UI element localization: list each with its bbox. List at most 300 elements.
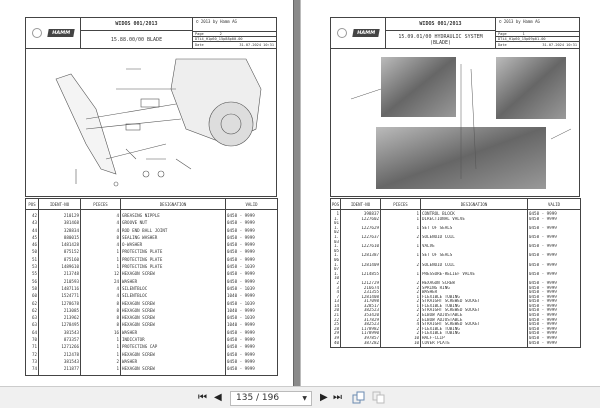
cell-designation: SET OF SEALS [421,253,528,258]
cell-ident-no: 382523 [341,322,381,327]
cell-pos: 06 [331,258,341,263]
cell-valid: 0458 - 9999 [226,343,278,350]
cell-ident-no: 1278495 [39,321,81,328]
cell-pos: 7 [331,295,341,300]
cell-pieces: 1 [381,272,421,277]
cell-ident-no: 213748 [39,270,81,277]
cell-pieces: 8 [81,321,121,328]
cell-ident-no: 1281387 [341,253,381,258]
cell-pieces: 1 [381,210,421,217]
cell-pieces: 1 [81,343,121,350]
cell-ident-no: 212478 [39,351,81,358]
cell-designation: FLEXIBLE TUBING [421,327,528,332]
col-valid: VALID [528,199,581,210]
table-row [26,343,278,350]
cell-pos: 20 [331,308,341,313]
cell-pos: 1. [331,217,341,222]
table-row [26,307,278,314]
cell-pieces: 16 [81,329,121,336]
doc-title: WIDOS 001/2013 [81,18,192,31]
cell-pos: 71 [26,343,39,350]
page-label: Page [195,32,204,36]
cell-ident-no: 1227602 [341,217,381,222]
cell-pos: 46 [26,241,39,248]
cell-pieces: 1 [81,365,121,375]
cell-designation: HEXAGON SCREW [121,270,226,277]
cell-designation: PRESSURE-RELIEF VALVE [421,272,528,277]
cell-pieces: 1 [381,226,421,231]
first-page-button[interactable]: ⏮ [198,392,207,403]
cell-designation: FLEXIBLE TUBING [421,331,528,336]
cell-ident-no: 1178982 [341,327,381,332]
cell-valid: 0458 - 9999 [528,331,581,336]
date-label: Date [498,43,507,47]
cell-pos: 05 [331,249,341,254]
cell-pieces: 8 [81,234,121,241]
page-indicator: 135 / 196 [236,393,280,403]
cell-pos: 1. [331,263,341,268]
cell-designation: DIRECTIONAL VALVE [421,217,528,222]
date: 31.07.2024 10:31 [542,43,577,47]
blade-exploded-diagram [25,49,277,197]
cell-pos: 60 [26,292,39,299]
cell-ident-no: 210593 [39,278,81,285]
table-row [331,210,581,217]
cell-valid: 0458 - 9999 [226,241,278,248]
cell-designation: PROTECTING PLATE [121,248,226,255]
cell-valid: 0458 - 9999 [226,210,278,220]
cell-pos: 58 [26,285,39,292]
cell-designation: PROTECTING PLATE [121,263,226,270]
cell-pieces: 2 [381,308,421,313]
cell-ident-no: 213962 [39,314,81,321]
cell-designation: ROD END BALL JOINT [121,227,226,234]
cell-pos: 72 [26,351,39,358]
cell-ident-no: 213085 [39,307,81,314]
cell-ident-no: 1524771 [39,292,81,299]
cell-ident-no: 1489610 [39,263,81,270]
table-row [26,278,278,285]
cell-valid: 0458 - 9999 [528,263,581,268]
cell-ident-no: 1278678 [39,300,81,307]
cell-designation: SOLENOID COIL [421,263,528,268]
cell-pieces: 4 [81,285,121,292]
table-row [26,256,278,263]
cell-pos: 55 [26,270,39,277]
cell-pieces: 4 [81,292,121,299]
col-ident: IDENT-NO [39,199,81,210]
cell-designation: STRAIGHT SCREWED SOCKET [421,308,528,313]
cell-valid: 0458 - 9999 [226,227,278,234]
logos [26,18,81,48]
cell-pieces: 4 [81,210,121,220]
cell-valid: 0458 - 9999 [528,272,581,277]
last-page-button[interactable]: ⏭ [333,392,342,403]
doc-code: DTi4_H1p60_15p09p01-00 [498,37,546,41]
table-header [331,199,581,210]
page-number: 2 [219,32,222,36]
cell-designation: STRAIGHT SCREWED SOCKET [421,299,528,304]
cell-valid: 0458 - 9999 [528,286,581,291]
cell-pos: 13 [331,299,341,304]
table-row [26,358,278,365]
cell-pos: 22 [331,318,341,323]
cell-valid: 0458 - 1039 [226,263,278,270]
col-designation: DESIGNATION [121,199,226,210]
cell-pieces: 2 [381,281,421,286]
cell-pieces: 10 [381,341,421,348]
cell-ident-no: 328517 [341,304,381,309]
hydraulic-photos [330,49,580,197]
cell-valid: 0458 - 9999 [528,244,581,249]
col-pos: POS [331,199,341,210]
cell-valid: 0458 - 9999 [528,341,581,348]
cell-designation: HEXAGON SCREW [121,314,226,321]
cell-pieces: 2 [381,318,421,323]
cell-designation: SET OF SEALS [421,226,528,231]
cell-ident-no: 1212729 [341,281,381,286]
right-page [301,0,600,386]
cell-pos: 50 [26,248,39,255]
cell-ident-no: 1227629 [341,226,381,231]
cell-pos: 4 [331,290,341,295]
parts-table [25,198,278,376]
cell-pos: 62 [26,307,39,314]
cell-pieces: 1 [81,351,121,358]
cell-designation: PROTECTING CAP [121,343,226,350]
table-row [26,234,278,241]
cell-designation: HEXAGON SCREW [121,321,226,328]
cell-ident-no: 875152 [39,248,81,255]
left-page [0,0,293,386]
cell-valid: 0458 - 9999 [528,308,581,313]
cell-valid: 1040 - 9999 [226,292,278,299]
col-ident: IDENT-NO [341,199,381,210]
cell-valid: 0458 - 1039 [226,300,278,307]
col-pieces: PIECES [381,199,421,210]
cell-pos: 39 [331,336,341,341]
cell-pos: 63 [26,321,39,328]
cell-ident-no: 880015 [39,234,81,241]
cell-pos: 25 [331,322,341,327]
table-row [26,210,278,220]
cell-valid: 0458 - 9999 [226,351,278,358]
cell-ident-no: 353420 [341,313,381,318]
cell-valid: 0458 - 9999 [528,217,581,222]
table-row [26,270,278,277]
cell-pos: 64 [26,329,39,336]
cell-valid: 0458 - 9999 [528,304,581,309]
cell-pieces: 2 [381,286,421,291]
title-block [330,17,580,49]
cell-ident-no: 381543 [39,358,81,365]
cell-designation: VALVE [421,244,528,249]
cell-valid: 0458 - 9999 [528,210,581,217]
cell-valid: 0458 - 9999 [226,219,278,226]
cell-valid: 0458 - 9999 [226,358,278,365]
date-label: Date [195,43,204,47]
cell-pos: 03 [331,240,341,245]
doc-title: WIDOS 001/2013 [386,18,495,31]
cell-valid: 0458 - 9999 [528,290,581,295]
cell-pos: 21 [331,313,341,318]
cell-designation: SILENTBLOC [121,292,226,299]
cell-pieces: 8 [81,307,121,314]
date: 31.07.2024 10:31 [239,43,274,47]
hamm-logo: HAMM [352,29,379,37]
cell-pieces: 1 [381,217,421,222]
cell-ident-no: 211877 [39,365,81,375]
cell-valid: 0458 - 9999 [528,327,581,332]
cell-valid: 0458 - 9999 [528,318,581,323]
cell-designation: SILENTBLOC [121,285,226,292]
cell-valid: 1040 - 9999 [226,307,278,314]
cell-valid: 0458 - 9999 [226,270,278,277]
copyright: © 2013 by Hamm AG [196,19,237,24]
wirtgen-seal-logo [32,28,42,38]
page-selector[interactable] [230,391,312,406]
cell-designation: CONTROL BLOCK [421,210,528,217]
cell-ident-no: 875160 [39,256,81,263]
cell-designation: WASHER [121,329,226,336]
table-row [26,300,278,307]
chevron-down-icon: ▼ [302,395,307,402]
cell-designation: PROTECTING PLATE [121,256,226,263]
cell-pos: 63 [26,314,39,321]
col-valid: VALID [226,199,278,210]
cell-pieces: 1 [381,244,421,249]
cell-designation: FLEXIBLE TUBING [421,304,528,309]
cell-valid: 0458 - 9999 [528,226,581,231]
cell-ident-no: 1227610 [341,244,381,249]
cell-ident-no: 1481428 [39,241,81,248]
cell-pos: 14 [331,304,341,309]
cell-ident-no: 1281409 [341,263,381,268]
cell-pos: 1 [331,210,341,217]
cell-designation: ELBOW ADJUSTABLE [421,318,528,323]
cell-valid: 0458 - 9999 [528,281,581,286]
table-row [26,336,278,343]
cell-designation: WASHER [121,278,226,285]
cell-designation: GREASING NIPPLE [121,210,226,220]
table-row [26,321,278,328]
cell-valid: 0458 - 9999 [226,365,278,375]
cell-valid: 0458 - 9999 [528,295,581,300]
cell-valid: 0458 - 9999 [528,322,581,327]
cell-pos: 43 [26,219,39,226]
cell-pos: 42 [26,210,39,220]
cell-ident-no: 317098 [341,299,381,304]
cell-ident-no: 381468 [39,219,81,226]
cell-pos: 01 [331,221,341,226]
cell-pos: 40 [331,341,341,348]
cell-ident-no: 873357 [39,336,81,343]
cell-designation: HEXAGON SCREW [121,351,226,358]
cell-ident-no: 382523 [341,308,381,313]
page-label: Page [498,32,507,36]
cell-designation: HEXAGON SCREW [121,307,226,314]
cell-pieces: 1 [81,248,121,255]
cell-pos: 1. [331,272,341,277]
cell-valid: 0458 - 9999 [528,336,581,341]
cell-pos: 1. [331,235,341,240]
cell-pos: 02 [331,230,341,235]
cell-pieces: 2 [381,299,421,304]
cell-valid: 0458 - 9999 [226,278,278,285]
table-row [26,227,278,234]
cell-ident-no: 1487116 [39,285,81,292]
cell-valid: 1040 - 9999 [226,321,278,328]
cell-pos: 07 [331,267,341,272]
cell-valid: 0458 - 1039 [226,314,278,321]
table-row [26,241,278,248]
cell-pieces: 2 [381,263,421,268]
cell-ident-no: 1214855 [341,272,381,277]
col-pos: POS [26,199,39,210]
table-row [331,341,581,348]
cell-designation: SPRING RING [421,286,528,291]
cell-designation: HALF-CLIP [421,336,528,341]
cell-pieces: 2 [381,235,421,240]
cell-pieces: 24 [81,278,121,285]
table-row [26,263,278,270]
cell-pos: 1. [331,226,341,231]
viewer-toolbar [0,386,600,408]
cell-valid: 0458 - 1039 [226,285,278,292]
cell-designation: GROOVE NUT [121,219,226,226]
cell-designation: ELBOW ADJUSTABLE [421,313,528,318]
table-row [331,217,581,222]
cell-valid: 0458 - 9999 [528,313,581,318]
cell-ident-no: 397857 [341,336,381,341]
two-page-view-icon[interactable] [352,391,365,408]
cell-pieces: 2 [381,331,421,336]
cell-designation: WASHER [121,358,226,365]
cell-pieces: 1 [81,263,121,270]
cell-pieces: 1 [81,256,121,263]
cell-valid: 0458 - 9999 [528,299,581,304]
cell-pieces: 4 [381,322,421,327]
cell-valid: 0458 - 9999 [226,234,278,241]
wirtgen-seal-logo [337,28,347,38]
cell-designation: SOLENOID COIL [421,235,528,240]
cell-pieces: 2 [81,358,121,365]
cell-designation: STRAIGHT SCREWED SOCKET [421,322,528,327]
cell-valid: 0458 - 9999 [226,329,278,336]
cell-pos: 53 [26,263,39,270]
cell-designation: O-WASHER [121,241,226,248]
cell-ident-no: 381543 [39,329,81,336]
cell-ident-no: 328834 [39,227,81,234]
title-block [25,17,277,49]
cell-pieces: 1 [81,336,121,343]
cell-pieces: 8 [81,314,121,321]
cell-valid: 0458 - 9999 [528,235,581,240]
cell-designation: COVER PLATE [421,341,528,348]
table-row [26,365,278,375]
page-separator [293,0,301,386]
cell-pos: 1. [331,253,341,258]
cell-ident-no: 210129 [39,210,81,220]
table-row [26,248,278,255]
copyright: © 2013 by Hamm AG [499,19,540,24]
table-row [26,285,278,292]
logos [331,18,386,48]
table-row [26,314,278,321]
cell-pieces: 10 [381,336,421,341]
page-number: 1 [522,32,525,36]
next-page-button[interactable]: ▶ [320,392,328,403]
cell-pieces: 2 [381,290,421,295]
cell-pos: 29 [331,331,341,336]
cell-pieces: 1 [381,304,421,309]
cell-designation: HEXAGON SCREW [121,365,226,375]
cell-pieces: 2 [381,313,421,318]
col-designation: DESIGNATION [421,199,528,210]
cell-pieces: 1 [381,253,421,258]
cell-designation: WASHER [421,290,528,295]
cell-ident-no: 1281408 [341,295,381,300]
cell-valid: 0458 - 9999 [226,256,278,263]
cell-pos: 2 [331,281,341,286]
col-pieces: PIECES [81,199,121,210]
cell-designation: HEXAGON SCREW [421,281,528,286]
table-header [26,199,278,210]
cell-designation: HEXAGON SCREW [121,300,226,307]
cell-pieces: 1 [381,295,421,300]
table-row [26,219,278,226]
previous-page-button[interactable]: ◀ [214,392,222,403]
table-row [26,292,278,299]
table-row [26,351,278,358]
table-row [26,329,278,336]
cell-valid: 0458 - 9999 [226,336,278,343]
cell-ident-no: 1227637 [341,235,381,240]
cell-pos: 44 [26,227,39,234]
section-title: 15.88.00/00 BLADE [110,36,163,43]
cell-pos: 28 [331,327,341,332]
cell-pieces: 8 [81,300,121,307]
cell-ident-no: 317829 [341,318,381,323]
cell-pos: 10 [331,276,341,281]
cell-ident-no: 387282 [341,341,381,348]
cell-pieces: 4 [81,219,121,226]
cell-pieces: 4 [81,241,121,248]
cell-pos: 70 [26,336,39,343]
single-page-view-icon[interactable] [372,391,385,408]
cell-ident-no: 1271266 [39,343,81,350]
cell-designation: INDICATOR [121,336,226,343]
cell-pos: 62 [26,300,39,307]
cell-designation: FLEXIBLE TUBING [421,295,528,300]
cell-ident-no: 398837 [341,210,381,217]
hamm-logo: HAMM [47,29,74,37]
cell-ident-no: 216674 [341,286,381,291]
cell-pos: 45 [26,234,39,241]
cell-pieces: 2 [381,327,421,332]
table-row [331,272,581,277]
doc-code: DTi4_H1p60_15p88p00-00 [195,37,243,41]
cell-pos: 74 [26,365,39,375]
cell-pos: 73 [26,358,39,365]
cell-valid: 0458 - 9999 [528,253,581,258]
cell-pos: 3 [331,286,341,291]
cell-pieces: 12 [81,270,121,277]
cell-pos: 51 [26,256,39,263]
cell-pos: 1. [331,244,341,249]
cell-designation: SEALING WASHER [121,234,226,241]
section-title: 15.09.01/00 HYDRAULIC SYSTEM (BLADE) [398,33,483,46]
